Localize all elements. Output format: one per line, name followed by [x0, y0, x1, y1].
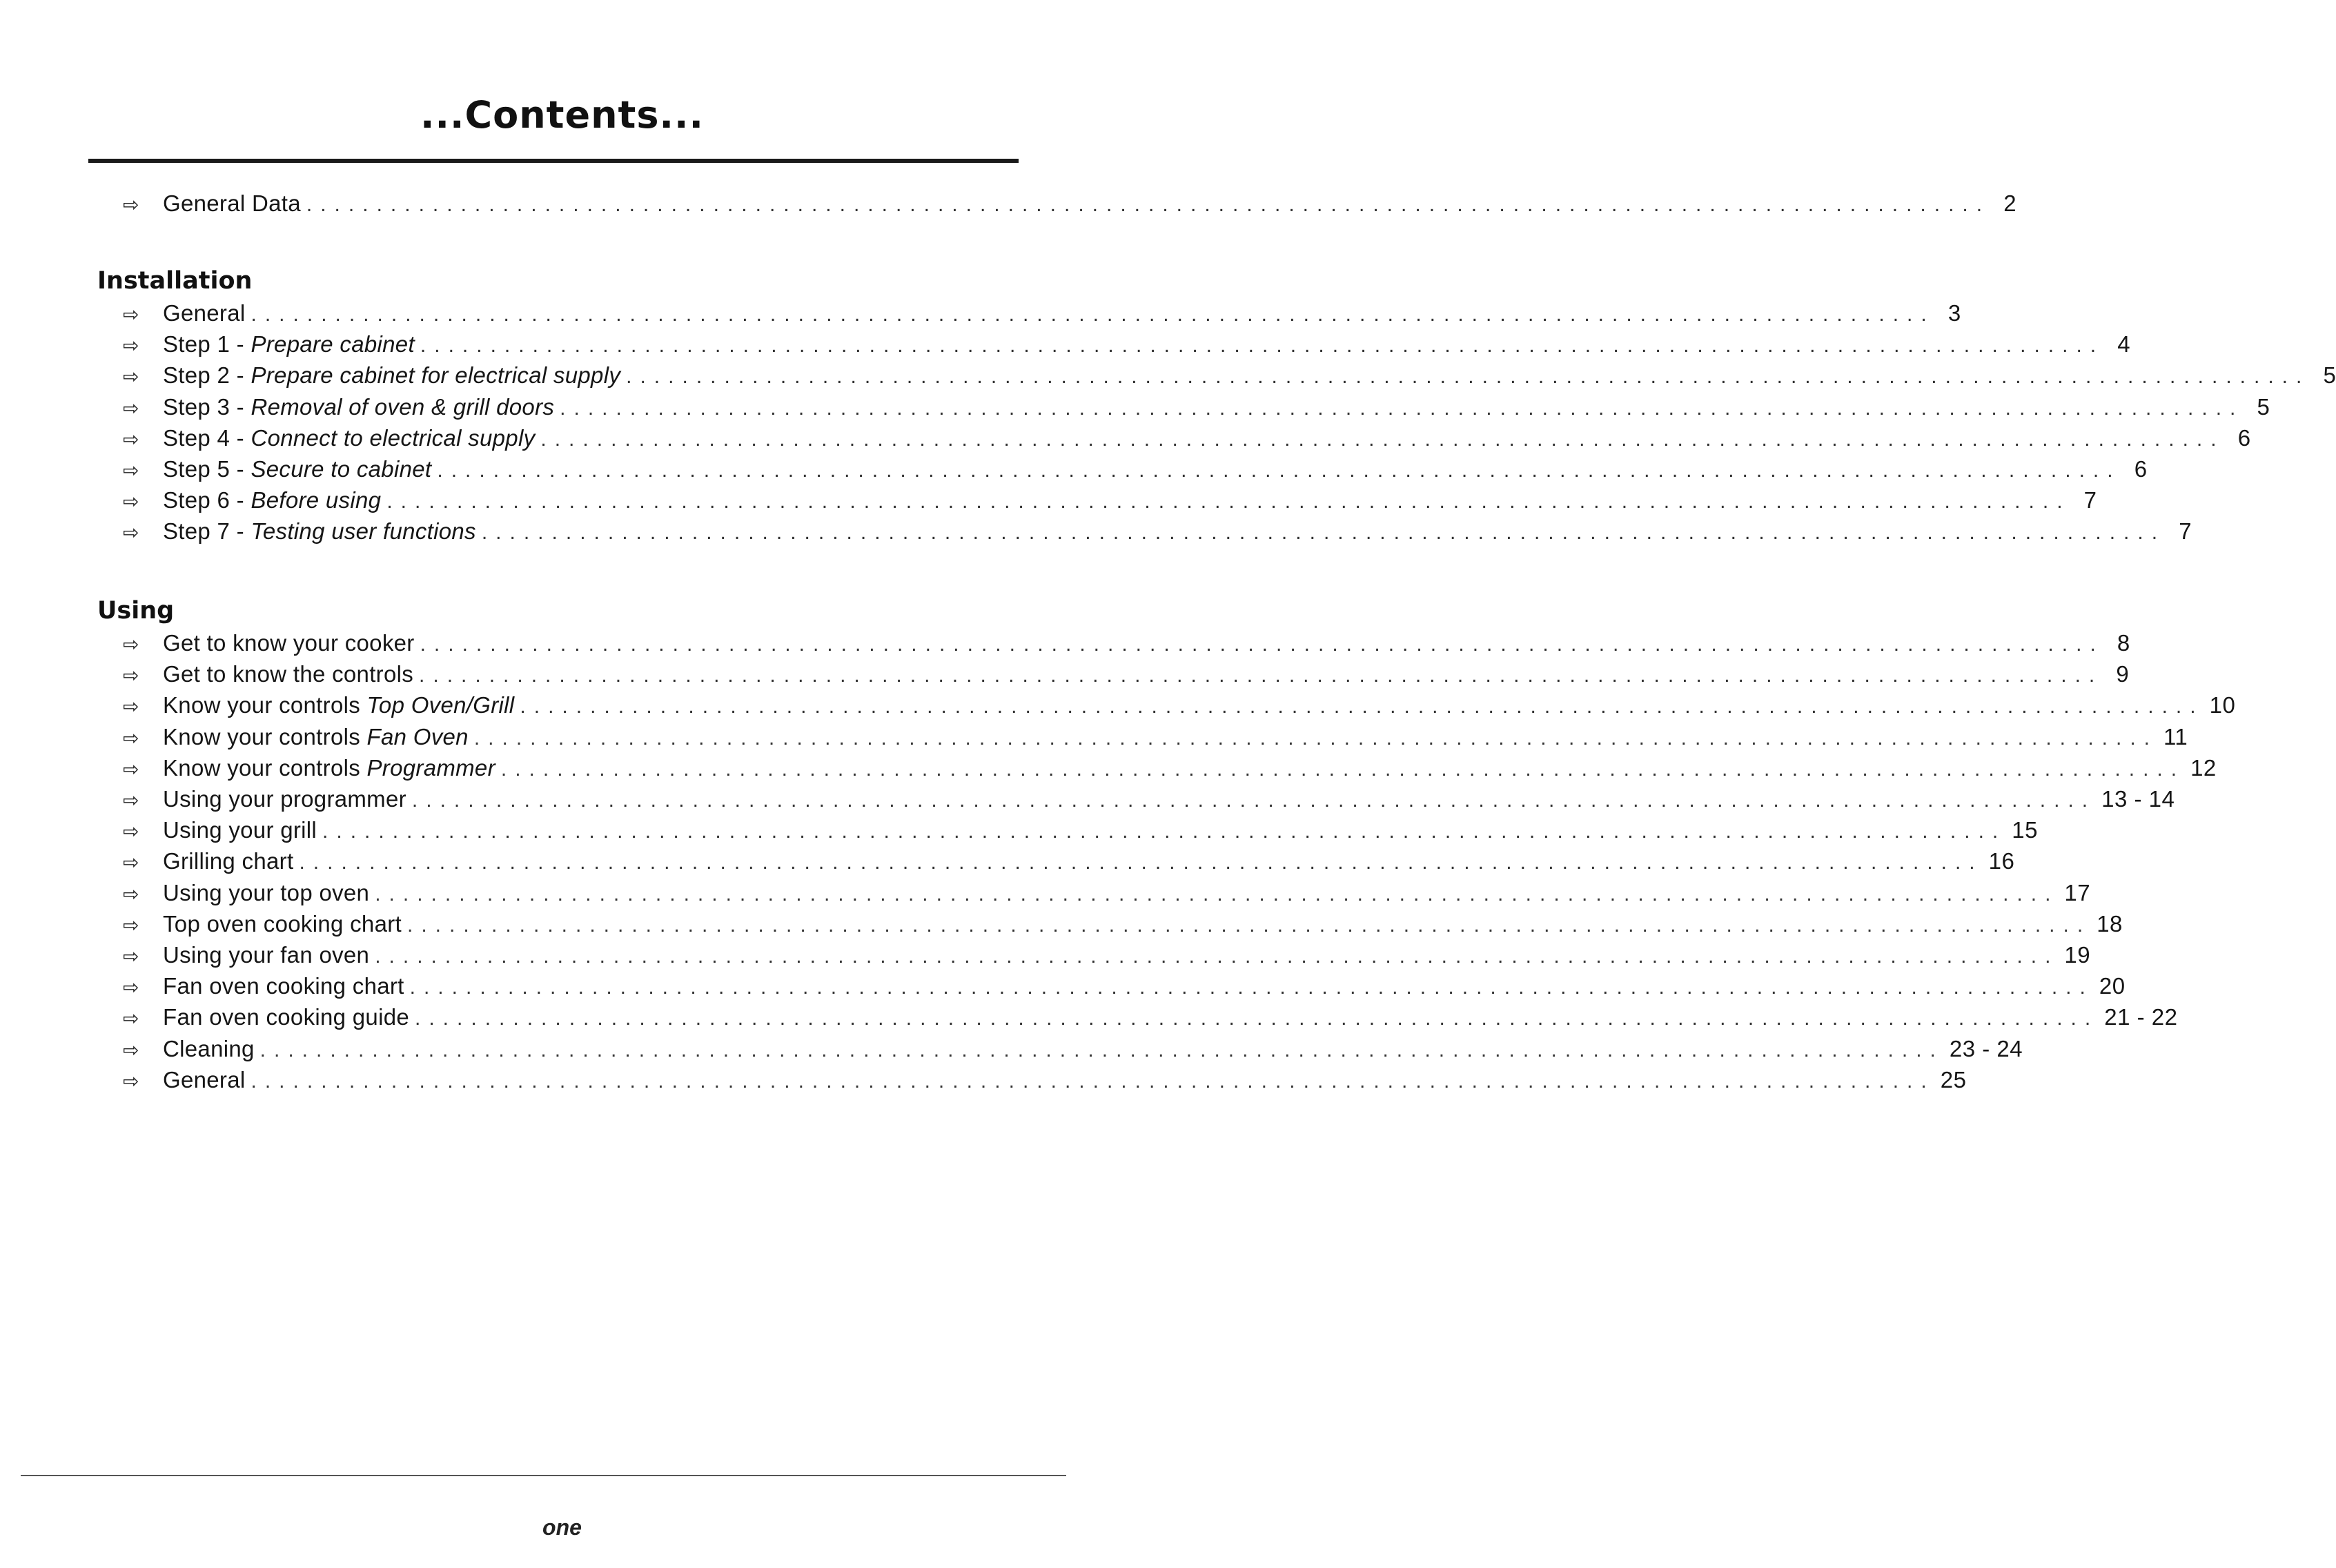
entry-page-number: 16: [1988, 848, 2015, 874]
entry-title: [163, 516, 476, 547]
entry-page-number: 20: [2099, 973, 2126, 999]
dot-leader: ........................................................................................................................: [375, 945, 2059, 968]
entry-title: [163, 1001, 409, 1033]
entry-page-number: 23 - 24: [1949, 1035, 2023, 1061]
dot-leader: ........................................................................................................................: [420, 633, 2104, 656]
toc-row: [123, 422, 2251, 454]
entry-title: [163, 752, 495, 784]
toc-row: [123, 1001, 2178, 1033]
entry-page-number: 5: [2257, 393, 2270, 420]
arrow-right-icon: ⇨: [123, 945, 139, 968]
dot-leader: ........................................................................................................................: [473, 726, 2159, 749]
entry-label-italic: Removal of oven & grill doors: [251, 393, 555, 420]
entry-page-number: 4: [2117, 331, 2131, 357]
entry-page-number: 2: [2003, 190, 2017, 216]
toc-row: [123, 1064, 1967, 1096]
entry-title: [163, 1033, 255, 1065]
entry-label-italic: Fan Oven: [366, 723, 469, 749]
entry-label: Know your controls: [163, 692, 367, 718]
section-heading: Installation: [97, 267, 253, 295]
entry-page-number: 5: [2323, 362, 2336, 389]
entry-label-italic: Testing user functions: [251, 518, 476, 545]
arrow-right-icon: ⇨: [123, 757, 139, 781]
entry-page-number: 6: [2134, 456, 2148, 482]
toc-row: [123, 627, 2130, 659]
entry-page-number: 3: [1947, 300, 1961, 326]
entry-title: [163, 970, 404, 1002]
entry-label-italic: Connect to electrical supply: [251, 424, 536, 451]
entry-page-number: 10: [2209, 692, 2236, 718]
arrow-right-icon: ⇨: [123, 521, 139, 545]
dot-leader: ........................................................................................................................: [437, 459, 2121, 482]
toc-row: [123, 391, 2270, 423]
dot-leader: ........................................................................................................................: [520, 695, 2204, 718]
entry-page-number: 7: [2179, 518, 2192, 545]
entry-label: General: [163, 1066, 246, 1092]
entry-label: Top oven cooking chart: [163, 910, 402, 937]
entry-page-number: 19: [2064, 942, 2091, 968]
entry-page-number: 13 - 14: [2101, 786, 2175, 812]
toc-row: [123, 658, 2130, 690]
arrow-right-icon: ⇨: [123, 789, 139, 812]
entry-label: Step 1 -: [163, 331, 251, 357]
arrow-right-icon: ⇨: [123, 193, 139, 216]
entry-label: General: [163, 300, 246, 326]
toc-row: [123, 908, 2123, 940]
entry-page-number: 21 - 22: [2104, 1004, 2178, 1030]
toc-row: [123, 877, 2091, 909]
entry-title: [163, 658, 413, 690]
toc-row: [123, 970, 2126, 1002]
toc-row: [123, 484, 2097, 516]
dot-leader: ........................................................................................................................: [251, 1069, 1935, 1092]
entry-title: [163, 939, 369, 971]
entry-page-number: 17: [2064, 879, 2091, 905]
entry-title: [163, 188, 301, 219]
entry-page-number: 9: [2116, 661, 2130, 687]
dot-leader: ........................................................................................................................: [409, 976, 2094, 999]
entry-label: Using your fan oven: [163, 942, 370, 968]
entry-page-number: 12: [2190, 754, 2217, 781]
entry-title: [163, 391, 554, 423]
entry-page-number: 11: [2163, 723, 2188, 749]
entry-label: Using your programmer: [163, 786, 406, 812]
entry-page-number: 7: [2083, 487, 2097, 513]
toc-row: [123, 516, 2192, 547]
dot-leader: ........................................................................................................................: [626, 365, 2310, 389]
entry-title: [163, 297, 246, 329]
toc-row: [123, 689, 2236, 721]
arrow-right-icon: ⇨: [123, 334, 139, 357]
dot-leader: ........................................................................................................................: [540, 427, 2225, 451]
entry-label-italic: Prepare cabinet: [251, 331, 415, 357]
toc-row: [123, 329, 2131, 360]
toc-row: [123, 360, 2336, 391]
entry-label: General Data: [163, 190, 301, 216]
arrow-right-icon: ⇨: [123, 726, 139, 749]
arrow-right-icon: ⇨: [123, 664, 139, 687]
dot-leader: ........................................................................................................................: [500, 757, 2186, 781]
dot-leader: ........................................................................................................................: [415, 1007, 2099, 1030]
arrow-right-icon: ⇨: [123, 882, 139, 905]
entry-label: Know your controls: [163, 723, 367, 749]
arrow-right-icon: ⇨: [123, 396, 139, 420]
footer-rule: [21, 1475, 1066, 1476]
arrow-right-icon: ⇨: [123, 459, 139, 482]
entry-title: [163, 877, 369, 909]
toc-row: [123, 939, 2091, 971]
title-rule: [88, 159, 1019, 163]
entry-label-italic: Prepare cabinet for electrical supply: [251, 362, 621, 389]
arrow-right-icon: ⇨: [123, 1069, 139, 1092]
entry-label: Grilling chart: [163, 848, 294, 874]
toc-row: [123, 721, 2188, 753]
dot-leader: ........................................................................................................................: [411, 789, 2097, 812]
toc-row: [123, 752, 2217, 784]
entry-title: [163, 484, 381, 516]
entry-label: Step 7 -: [163, 518, 251, 545]
entry-label-italic: Before using: [251, 487, 382, 513]
arrow-right-icon: ⇨: [123, 490, 139, 513]
dot-leader: ........................................................................................................................: [322, 820, 2007, 843]
entry-page-number: 15: [2012, 817, 2038, 843]
dot-leader: ........................................................................................................................: [306, 193, 1991, 216]
toc-row: [123, 297, 1961, 329]
dot-leader: ........................................................................................................................: [386, 490, 2071, 513]
toc-row: [123, 814, 2038, 846]
entry-label: Fan oven cooking chart: [163, 973, 404, 999]
toc-row: [123, 783, 2175, 815]
entry-page-number: 8: [2117, 630, 2130, 656]
dot-leader: ........................................................................................................................: [375, 882, 2059, 905]
section-heading: Using: [97, 597, 175, 625]
entry-page-number: 6: [2237, 424, 2251, 451]
entry-label-italic: Secure to cabinet: [251, 456, 432, 482]
arrow-right-icon: ⇨: [123, 633, 139, 656]
arrow-right-icon: ⇨: [123, 976, 139, 999]
entry-title: [163, 783, 406, 815]
entry-label: Fan oven cooking guide: [163, 1004, 410, 1030]
arrow-right-icon: ⇨: [123, 427, 139, 451]
entry-label: Step 2 -: [163, 362, 251, 389]
dot-leader: ........................................................................................................................: [259, 1038, 1944, 1061]
entry-title: [163, 422, 535, 454]
entry-title: [163, 689, 514, 721]
entry-title: [163, 1064, 246, 1096]
entry-label: Using your grill: [163, 817, 317, 843]
arrow-right-icon: ⇨: [123, 820, 139, 843]
dot-leader: ........................................................................................................................: [419, 664, 2103, 687]
entry-label: Get to know your cooker: [163, 630, 415, 656]
entry-label: Step 3 -: [163, 393, 251, 420]
entry-label-italic: Top Oven/Grill: [366, 692, 515, 718]
entry-label: Using your top oven: [163, 879, 370, 905]
entry-title: [163, 360, 620, 391]
entry-label: Step 5 -: [163, 456, 251, 482]
entry-title: [163, 721, 469, 753]
dot-leader: ........................................................................................................................: [251, 303, 1935, 326]
footer-page-number: one: [542, 1515, 582, 1540]
entry-title: [163, 453, 431, 485]
toc-row-top: [123, 188, 2017, 219]
dot-leader: ........................................................................................................................: [481, 521, 2166, 545]
toc-row: [123, 453, 2148, 485]
arrow-right-icon: ⇨: [123, 695, 139, 718]
entry-label: Know your controls: [163, 754, 367, 781]
arrow-right-icon: ⇨: [123, 365, 139, 389]
arrow-right-icon: ⇨: [123, 1007, 139, 1030]
entry-title: [163, 627, 415, 659]
entry-title: [163, 329, 415, 360]
entry-label: Step 6 -: [163, 487, 251, 513]
toc-row: [123, 1033, 2023, 1065]
entry-page-number: 18: [2097, 910, 2123, 937]
dot-leader: ........................................................................................................................: [420, 334, 2105, 357]
dot-leader: ........................................................................................................................: [406, 913, 2092, 937]
arrow-right-icon: ⇨: [123, 851, 139, 874]
entry-page-number: 25: [1940, 1066, 1967, 1092]
arrow-right-icon: ⇨: [123, 1038, 139, 1061]
page-title: ...Contents...: [420, 93, 705, 137]
toc-row: [123, 845, 2015, 877]
entry-label: Get to know the controls: [163, 661, 414, 687]
entry-label: Step 4 -: [163, 424, 251, 451]
entry-label-italic: Programmer: [366, 754, 495, 781]
dot-leader: ........................................................................................................................: [299, 851, 1983, 874]
entry-title: [163, 908, 402, 940]
entry-title: [163, 814, 317, 846]
entry-title: [163, 845, 293, 877]
dot-leader: ........................................................................................................................: [560, 396, 2244, 420]
arrow-right-icon: ⇨: [123, 913, 139, 937]
entry-label: Cleaning: [163, 1035, 255, 1061]
arrow-right-icon: ⇨: [123, 303, 139, 326]
